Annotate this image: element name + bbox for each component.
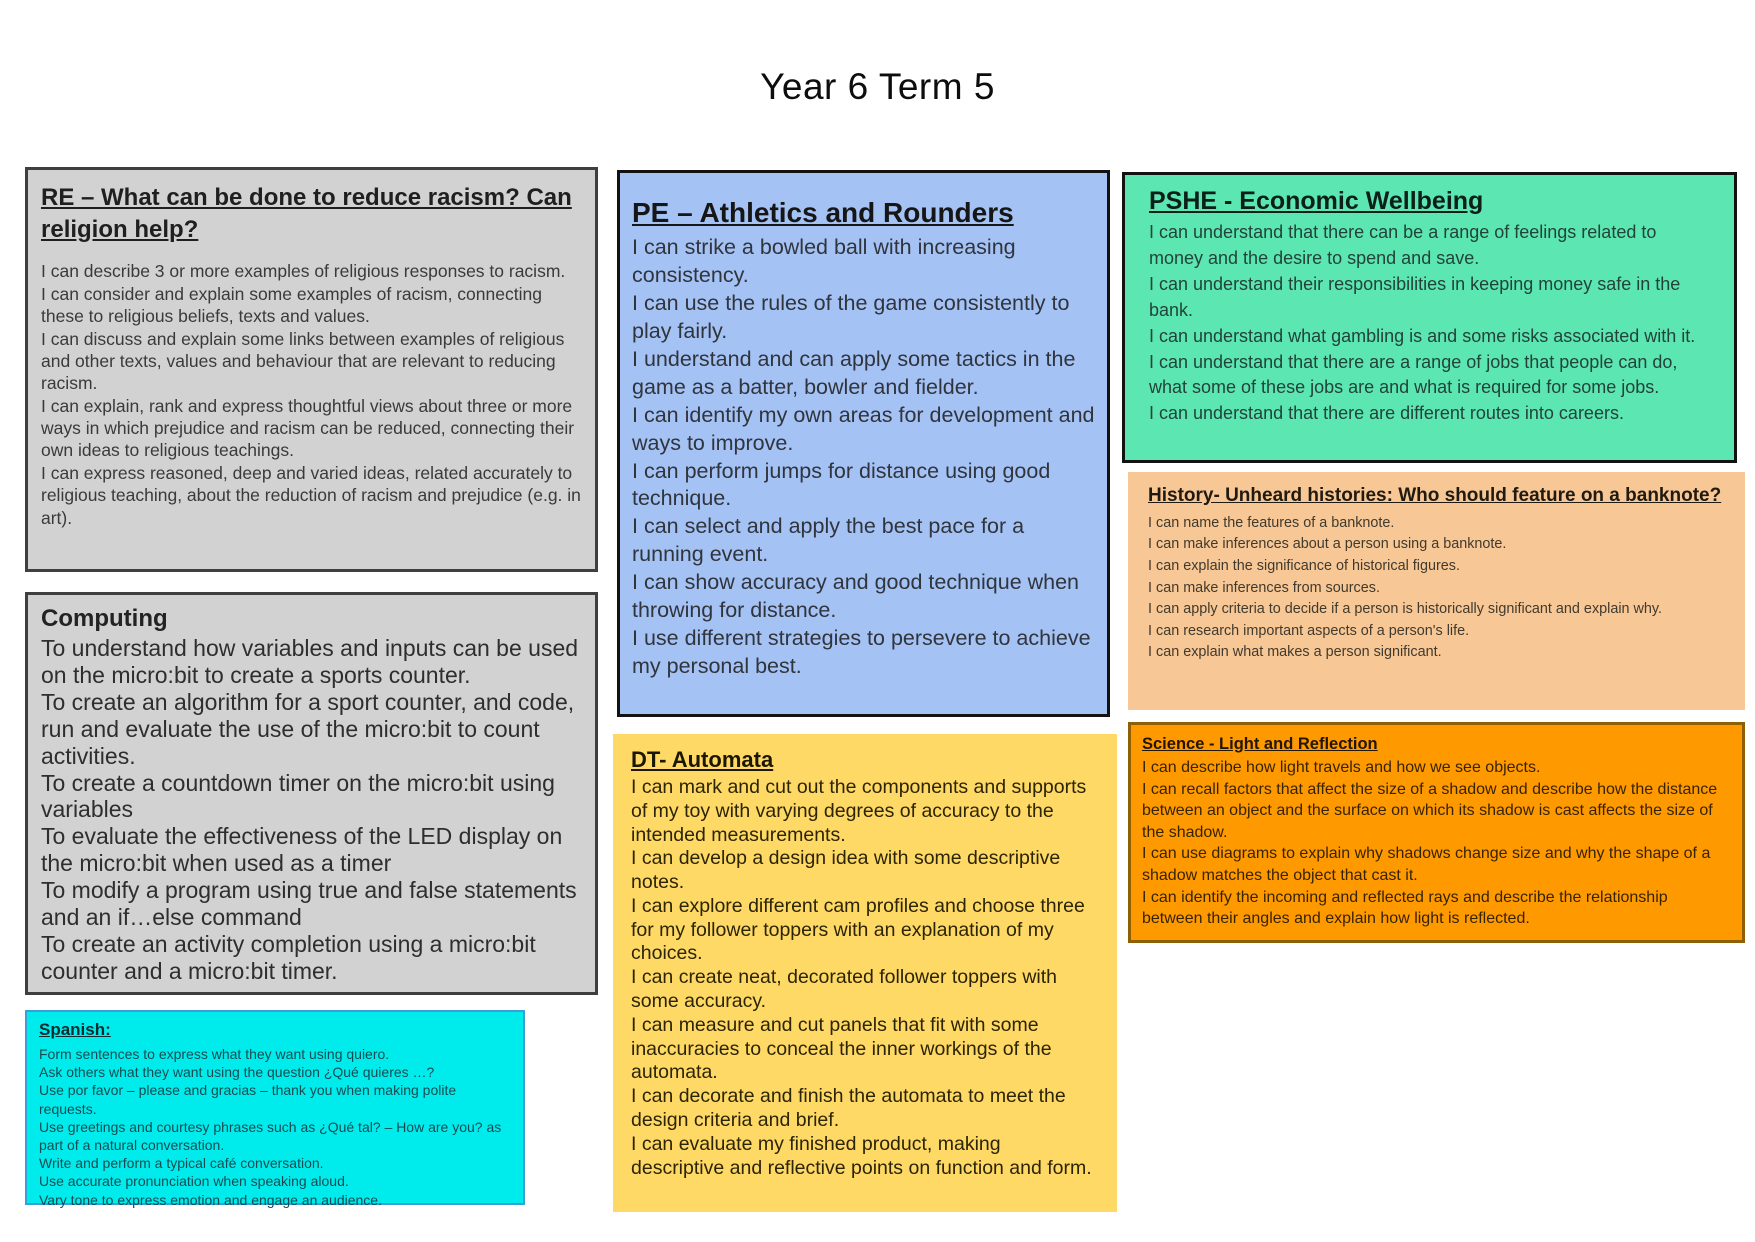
computing-box xyxy=(25,592,598,995)
spanish-objective: Vary tone to express emotion and engage an audience. xyxy=(39,1191,382,1208)
re-title: RE – What can be done to reduce racism? Can religion help? xyxy=(41,184,572,243)
pe-objective: I can select and apply the best pace for a running event. xyxy=(632,514,1025,567)
pshe-objective: I can understand that there are a range of jobs that people can do, what some of these jobs are and what is required for some jobs. xyxy=(1149,351,1678,398)
dt-objective: I can mark and cut out the components and supports of my toy with varying degrees of accuracy to the intended measurements. xyxy=(631,776,1087,846)
pe-objective: I understand and can apply some tactics in the game as a batter, bowler and fielder. xyxy=(632,346,1076,399)
pe-objective: I can strike a bowled ball with increasing consistency. xyxy=(632,235,1016,287)
science-title: Science - Light and Reflection xyxy=(1142,735,1378,753)
science-objective: I can identify the incoming and reflected rays and describe the relationship between their angles and explain how light is reflected. xyxy=(1142,888,1668,928)
pshe-objective: I can understand that there are different routes into careers. xyxy=(1149,403,1624,424)
history-objective: I can research important aspects of a person's life. xyxy=(1148,622,1470,639)
computing-title: Computing xyxy=(41,605,168,632)
dt-title: DT- Automata xyxy=(631,747,774,772)
computing-objective: To create an algorithm for a sport counter, and code, run and evaluate the use of the micro:bit to count activities. xyxy=(41,688,575,769)
pshe-title: PSHE - Economic Wellbeing xyxy=(1149,187,1484,215)
computing-objective: To modify a program using true and false statements and an if…else command xyxy=(41,877,577,931)
dt-objective: I can explore different cam profiles and choose three for my follower toppers with an explanation of my choices. xyxy=(631,894,1085,965)
computing-objective: To understand how variables and inputs can be used on the micro:bit to create a sports counter. xyxy=(41,635,579,688)
dt-objective: I can evaluate my finished product, making descriptive and reflective points on function and form. xyxy=(631,1132,1092,1179)
re-objective: I can consider and explain some examples of racism, connecting these to religious beliefs, texts and values. xyxy=(41,283,542,327)
spanish-objective: Write and perform a typical café conversation. xyxy=(39,1155,324,1172)
history-objective: I can name the features of a banknote. xyxy=(1148,514,1395,531)
history-objective: I can explain what makes a person significant. xyxy=(1148,644,1442,661)
re-box xyxy=(25,167,598,572)
history-objective: I can apply criteria to decide if a person is historically significant and explain why. xyxy=(1148,601,1663,618)
computing-objective: To evaluate the effectiveness of the LED display on the micro:bit when used as a timer xyxy=(41,823,563,877)
re-objective: I can describe 3 or more examples of religious responses to racism. xyxy=(41,261,566,282)
dt-objective: I can develop a design idea with some descriptive notes. xyxy=(631,847,1061,894)
re-objective: I can express reasoned, deep and varied ideas, related accurately to religious teaching, about the reduction of racism and prejudice (e.g. in art). xyxy=(41,462,581,528)
history-objective: I can explain the significance of historical figures. xyxy=(1148,557,1460,574)
spanish-objective: Ask others what they want using the question ¿Qué quieres …? xyxy=(39,1064,435,1081)
computing-objective: To create a countdown timer on the micro:bit using variables xyxy=(41,769,555,823)
re-objective: I can discuss and explain some links between examples of religious and other texts, values and behaviour that are relevant to reducing racism. xyxy=(41,328,565,394)
spanish-objective: Use por favor – please and gracias – thank you when making polite requests. xyxy=(39,1082,457,1117)
science-objective: I can use diagrams to explain why shadows change size and why the shape of a shadow matches the object that cast it. xyxy=(1142,845,1711,884)
pe-objective: I use different strategies to persevere to achieve my personal best. xyxy=(632,626,1091,679)
dt-objective: I can measure and cut panels that fit with some inaccuracies to conceal the inner workings of the automata. xyxy=(631,1013,1052,1084)
history-box xyxy=(1128,472,1745,710)
pshe-objective: I can understand their responsibilities in keeping money safe in the bank. xyxy=(1149,273,1681,320)
page-title: Year 6 Term 5 xyxy=(760,66,995,107)
pshe-objective: I can understand that there can be a range of feelings related to money and the desire to spend and save. xyxy=(1149,222,1657,268)
spanish-objective: Form sentences to express what they want using quiero. xyxy=(39,1046,390,1062)
spanish-title: Spanish: xyxy=(39,1020,111,1039)
pe-objective: I can show accuracy and good technique when throwing for distance. xyxy=(632,570,1080,623)
pe-objective: I can use the rules of the game consistently to play fairly. xyxy=(632,290,1070,343)
science-box xyxy=(1128,722,1745,943)
pe-objective: I can identify my own areas for development and ways to improve. xyxy=(632,402,1095,455)
spanish-objective: Use accurate pronunciation when speaking aloud. xyxy=(39,1173,349,1190)
dt-objective: I can create neat, decorated follower toppers with some accuracy. xyxy=(631,966,1057,1013)
computing-objective: To create an activity completion using a micro:bit counter and a micro:bit timer. xyxy=(41,930,536,984)
pe-objective: I can perform jumps for distance using good technique. xyxy=(632,458,1051,511)
science-objective: I can recall factors that affect the size of a shadow and describe how the distance between an object and the surface on which its shadow is cast affects the size of the shadow. xyxy=(1142,780,1718,841)
spanish-objective: Use greetings and courtesy phrases such as ¿Qué tal? – How are you? as part of a natural conversation. xyxy=(39,1118,502,1153)
history-objective: I can make inferences about a person using a banknote. xyxy=(1148,536,1507,553)
re-objective: I can explain, rank and express thoughtful views about three or more ways in which prejudice and racism can be reduced, connecting their own ideas to religious teachings. xyxy=(41,395,575,461)
pe-title: PE – Athletics and Rounders xyxy=(632,197,1014,228)
history-title: History- Unheard histories: Who should feature on a banknote? xyxy=(1148,485,1722,506)
dt-objective: I can decorate and finish the automata to meet the design criteria and brief. xyxy=(631,1085,1066,1131)
science-objective: I can describe how light travels and how we see objects. xyxy=(1142,759,1541,776)
pshe-objective: I can understand what gambling is and some risks associated with it. xyxy=(1149,325,1696,346)
spanish-box xyxy=(25,1010,525,1208)
pe-box xyxy=(617,170,1110,717)
pshe-box xyxy=(1122,172,1737,463)
history-objective: I can make inferences from sources. xyxy=(1148,579,1380,596)
dt-box xyxy=(613,734,1117,1212)
